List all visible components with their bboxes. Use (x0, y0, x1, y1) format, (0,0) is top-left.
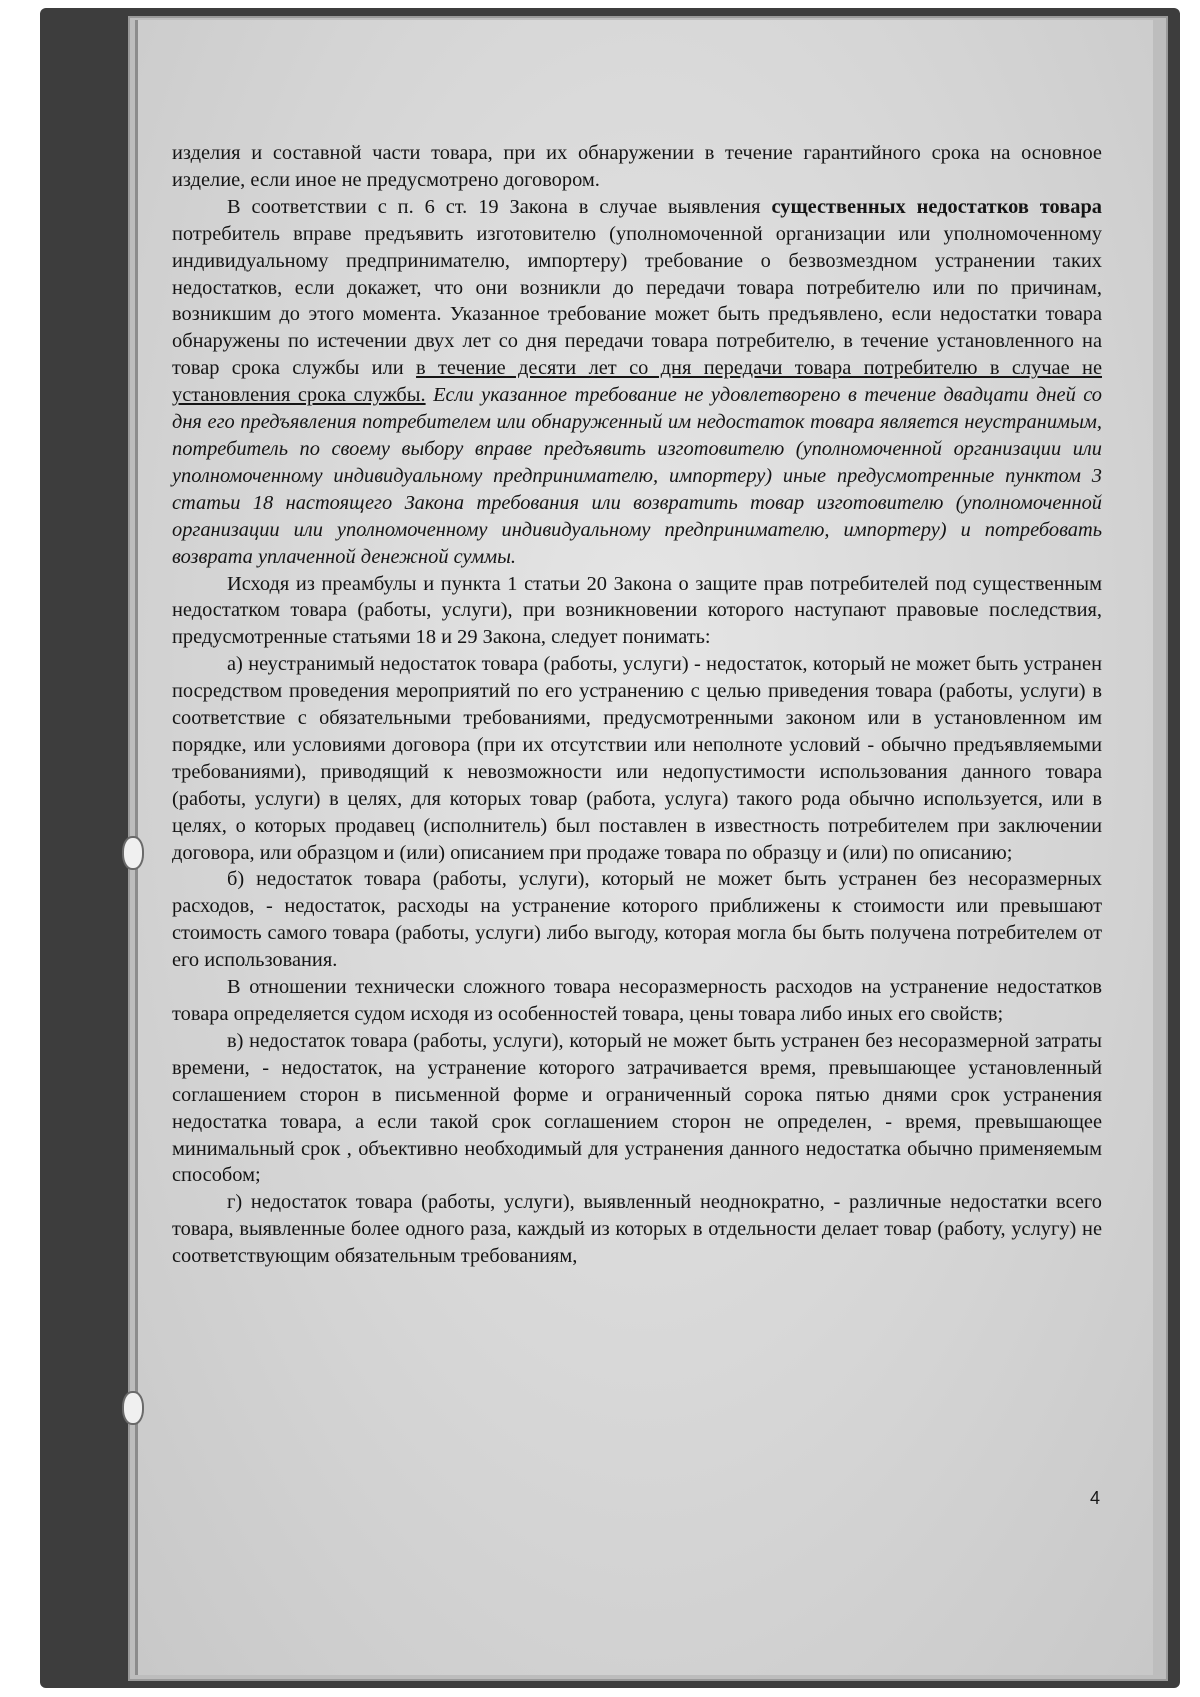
document-body (172, 140, 1102, 1270)
binder-hole (124, 1393, 142, 1423)
underlined-text: в течение десяти лет со дня передачи товара потребителю в случае не установления срока службы. (172, 357, 1102, 407)
paragraph-technically-complex: В отношении технически сложного товара несоразмерность расходов на устранение недостатков товара определяется судом исходя из особенностей товара, цены товара либо иных его свойств; (172, 976, 1102, 1025)
page-number: 4 (1090, 1488, 1101, 1508)
binder-hole (124, 838, 142, 868)
list-item-b: б) недостаток товара (работы, услуги), который не может быть устранен без несоразмерных расходов, - недостаток, расходы на устранение которого приближены к стоимости или превышают стоимость самого товара (работы, услуги) либо выгоду, которая могла бы быть получена потребителем от его использования. (172, 868, 1102, 972)
list-item-v: в) недостаток товара (работы, услуги), который не может быть устранен без несоразмерной затраты времени, - недостаток, на устранение которого затрачивается время, превышающее установленный соглашением сторон в письменной форме и ограниченный сорока пятью днями срок устранения недостатка товара, а если такой срок соглашением сторон не определен, - время, превышающее минимальный срок , объективно необходимый для устранения данного недостатка обычно применяемым способом; (172, 1029, 1102, 1187)
paragraph-preamble: Исходя из преамбулы и пункта 1 статьи 20 Закона о защите прав потребителей под существенным недостатком товара (работы, услуги), при возникновении которого наступают правовые последствия, предусмотренные статьями 18 и 29 Закона, следует понимать: (172, 572, 1102, 649)
italic-quote: Если указанное требование не удовлетворено в течение двадцати дней со дня его предъявления потребителем или обнаруженный им недостаток товара является неустранимым, потребитель по своему выбору вправе предъявить изготовителю (уполномоченной организации или уполномоченному индивидуальному предпринимателю, импортеру) иные предусмотренные пунктом 3 статьи 18 настоящего Закона требования или возвратить товар изготовителю (уполномоченной организации или уполномоченному индивидуальному предпринимателю, импортеру) и потребовать возврата уплаченной денежной суммы. (172, 384, 1103, 568)
paragraph-article-19 (172, 194, 1102, 571)
list-item-a: а) неустранимый недостаток товара (работы, услуги) - недостаток, который не может быть устранен посредством проведения мероприятий по его устранению с целью приведения товара (работы, услуги) в соответствие с обязательными требованиями, предусмотренными законом или в установленном им порядке, или условиями договора (при их отсутствии или неполноте условий - обычно предъявляемыми требованиями), приводящий к невозможности или недопустимости использования данного товара (работы, услуги) в целях, для которых товар (работа, услуга) такого рода обычно используется, или в целях, о которых продавец (исполнитель) был поставлен в известность потребителем при заключении договора, или образцом и (или) описанием при продаже товара по образцу и (или) по описанию; (172, 653, 1102, 864)
list-item-g: г) недостаток товара (работы, услуги), выявленный неоднократно, - различные недостатки всего товара, выявленные более одного раза, каждый из которых в отдельности делает товар (работу, услугу) не соответствующим обязательным требованиям, (172, 1191, 1102, 1268)
bold-term: существенных недостатков товара (771, 195, 1102, 218)
paragraph-text: В соответствии с п. 6 ст. 19 Закона в случае выявления (227, 195, 772, 218)
paragraph-continuation: изделия и составной части товара, при их обнаружении в течение гарантийного срока на основное изделие, если иное не предусмотрено договором. (172, 142, 1102, 191)
paragraph-text: потребитель вправе предъявить изготовителю (уполномоченной организации или уполномоченному индивидуальному предпринимателю, импортеру) требование о безвозмездном устранении таких недостатков, если докажет, что они возникли до передачи товара потребителю или по причинам, возникшим до этого момента. Указанное требование может быть предъявлено, если недостатки товара обнаружены по истечении двух лет со дня передачи товара потребителю, в течение установленного на товар срока службы или (172, 222, 1102, 380)
